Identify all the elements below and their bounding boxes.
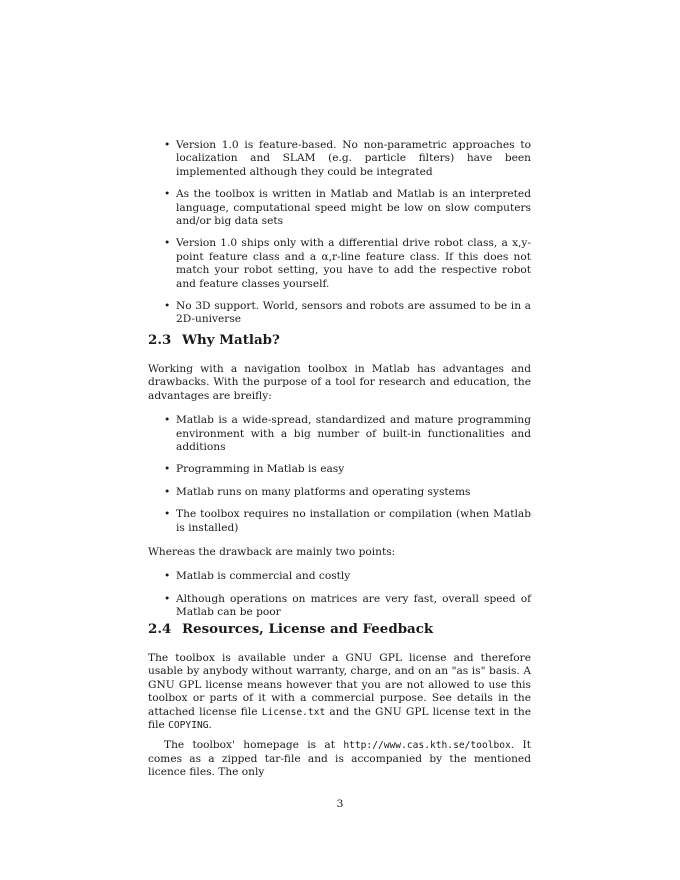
list-item: • Version 1.0 is feature-based. No non-parametric approaches to localization and SLAM (e.g. particle filters) have been implemented although they could be integrated	[164, 139, 531, 178]
license-paragraph: The toolbox is available under a GNU GPL license and therefore usable by anybody without warranty, charge, and on an "as is" basis. A GNU GPL license means however that you are not allowed to use this toolbox or parts of it with a commercial purpose. See details in the attached license file License.txt and the GNU GPL license text in the file COPYING.	[148, 652, 531, 732]
drawback-intro: Whereas the drawback are mainly two points:	[148, 546, 396, 559]
bullet-icon: •	[164, 237, 171, 250]
section-heading: 2.4 Resources, License and Feedback	[148, 621, 434, 637]
list-item: • Matlab runs on many platforms and operating systems	[164, 485, 471, 498]
list-item: • As the toolbox is written in Matlab and Matlab is an interpreted language, computational speed might be low on slow computers and/or big data sets	[164, 188, 531, 228]
bullet-icon: •	[164, 592, 171, 605]
drawbacks-list	[148, 570, 531, 619]
bullet-icon: •	[164, 300, 171, 313]
bullet-icon: •	[164, 188, 171, 201]
section-heading: 2.3 Why Matlab?	[148, 332, 280, 348]
list-item: • Matlab is commercial and costly	[164, 570, 351, 583]
advantages-list	[148, 414, 531, 535]
list-item: • Matlab is a wide-spread, standardized and mature programming environment with a big number of built-in functionalities and additions	[164, 414, 531, 454]
license-file-name: License.txt	[261, 706, 326, 718]
copying-file-name: COPYING	[168, 720, 209, 732]
section-2-4	[148, 621, 531, 780]
list-item: • Although operations on matrices are very fast, overall speed of Matlab can be poor	[164, 592, 531, 619]
bullet-icon: •	[164, 485, 171, 498]
list-item: • The toolbox requires no installation or compilation (when Matlab is installed)	[164, 508, 531, 534]
section-intro: Working with a navigation toolbox in Matlab has advantages and drawbacks. With the purpose of a tool for research and education, the advantages are breifly:	[148, 363, 531, 402]
limitations-list-block	[148, 139, 531, 336]
bullet-icon: •	[164, 139, 171, 151]
list-item: • No 3D support. World, sensors and robots are assumed to be in a 2D-universe	[164, 300, 531, 326]
bullet-icon: •	[164, 414, 171, 427]
homepage-paragraph: The toolbox' homepage is at http://www.cas.kth.se/toolbox. It comes as a zipped tar-file and is accompanied by the mentioned licence files. The only	[148, 739, 531, 779]
list-item: • Programming in Matlab is easy	[164, 463, 345, 476]
section-2-3	[148, 332, 531, 629]
limitations-list	[148, 139, 531, 327]
bullet-icon: •	[164, 570, 171, 583]
homepage-url[interactable]: http://www.cas.kth.se/toolbox	[343, 740, 511, 752]
page-number: 3	[336, 798, 344, 810]
bullet-icon: •	[164, 463, 171, 476]
list-item: • Version 1.0 ships only with a differential drive robot class, a x,y-point feature class and a α,r-line feature class. If this does not match your robot setting, you have to add the respective robot and feature classes yourself.	[164, 237, 531, 290]
bullet-icon: •	[164, 508, 171, 521]
